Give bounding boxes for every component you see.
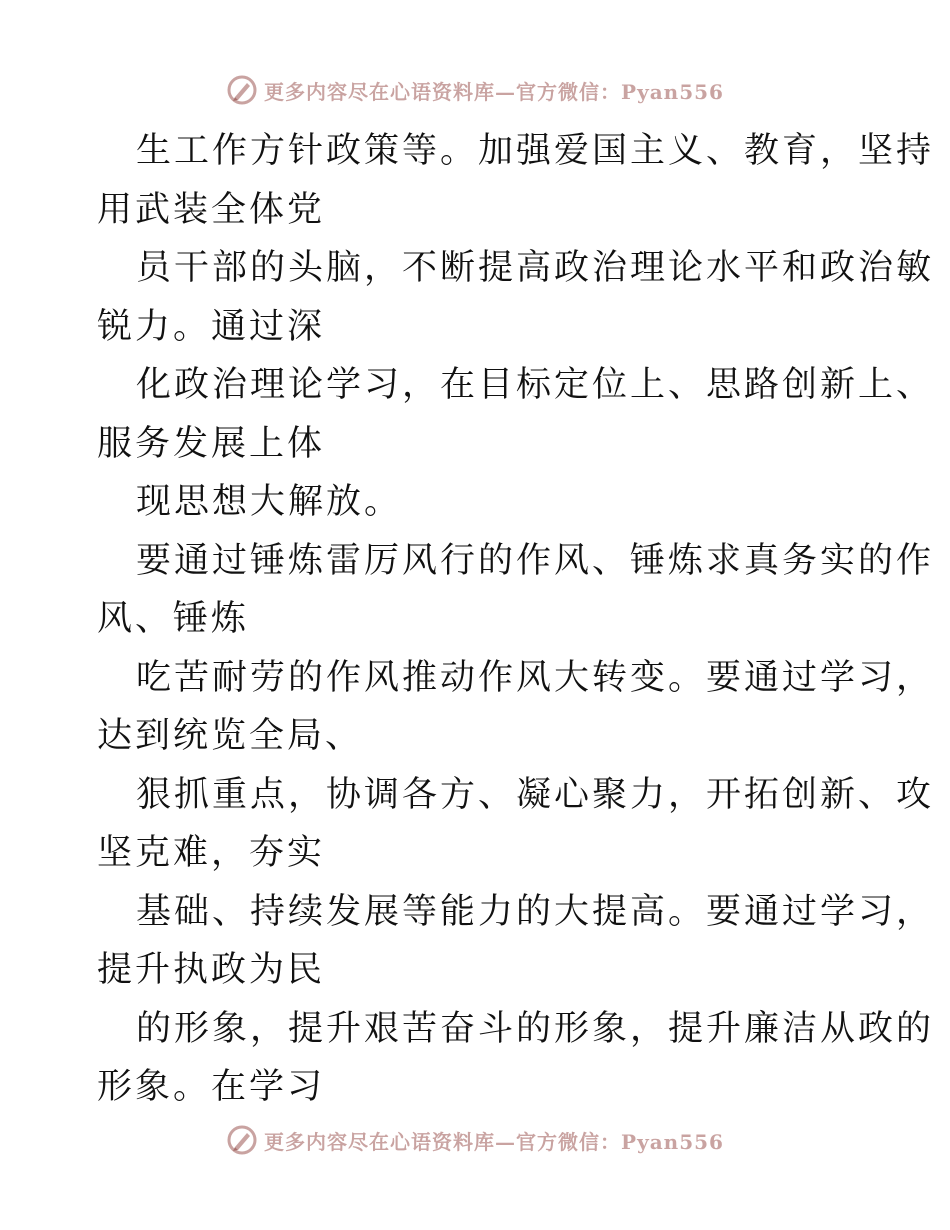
paragraph-line: 的形象，提升艰苦奋斗的形象，提升廉洁从政的 [136, 1008, 935, 1049]
paragraph-line: 基础、持续发展等能力的大提高。要通过学习， [136, 891, 935, 932]
paragraph-line: 坚克难，夯实 [97, 833, 326, 873]
paragraph-3 [97, 356, 935, 473]
paragraph-line: 达到统览全局、 [97, 716, 364, 756]
paragraph-line: 现思想大解放。 [136, 482, 403, 522]
paragraph-line: 用武装全体党 [97, 189, 326, 230]
paragraph-2 [97, 239, 935, 356]
pen-logo-icon [226, 74, 258, 106]
paragraph-line: 风、锤炼 [97, 599, 250, 639]
paragraph-line: 提升执政为民 [97, 950, 326, 990]
header-watermark-text: 更多内容尽在心语资料库—官方微信：Pyan556 [264, 79, 724, 104]
paragraph-9 [97, 1000, 935, 1117]
paragraph-8 [97, 883, 935, 1000]
footer-watermark [0, 1120, 950, 1160]
paragraph-line: 狠抓重点，协调各方、凝心聚力，开拓创新、攻 [136, 774, 935, 815]
paragraph-line: 吃苦耐劳的作风推动作风大转变。要通过学习， [136, 657, 935, 698]
header-watermark [0, 70, 950, 110]
paragraph-7 [97, 766, 935, 883]
paragraph-line: 生工作方针政策等。加强爱国主义、教育，坚持 [136, 131, 935, 171]
paragraph-line: 形象。在学习 [97, 1067, 326, 1107]
paragraph-5 [97, 532, 935, 649]
paragraph-6 [97, 649, 935, 766]
paragraph-line: 锐力。通过深 [97, 306, 326, 347]
paragraph-1 [97, 122, 935, 239]
paragraph-line: 要通过锤炼雷厉风行的作风、锤炼求真务实的作 [136, 540, 935, 581]
footer-watermark-text: 更多内容尽在心语资料库—官方微信：Pyan556 [264, 1129, 724, 1154]
pen-logo-icon [226, 1124, 258, 1156]
paragraph-4 [97, 473, 857, 532]
paragraph-line: 员干部的头脑，不断提高政治理论水平和政治敏 [136, 248, 935, 288]
document-body [97, 122, 935, 1117]
paragraph-line: 化政治理论学习，在目标定位上、思路创新上、 [136, 365, 935, 405]
paragraph-line: 服务发展上体 [97, 423, 326, 464]
